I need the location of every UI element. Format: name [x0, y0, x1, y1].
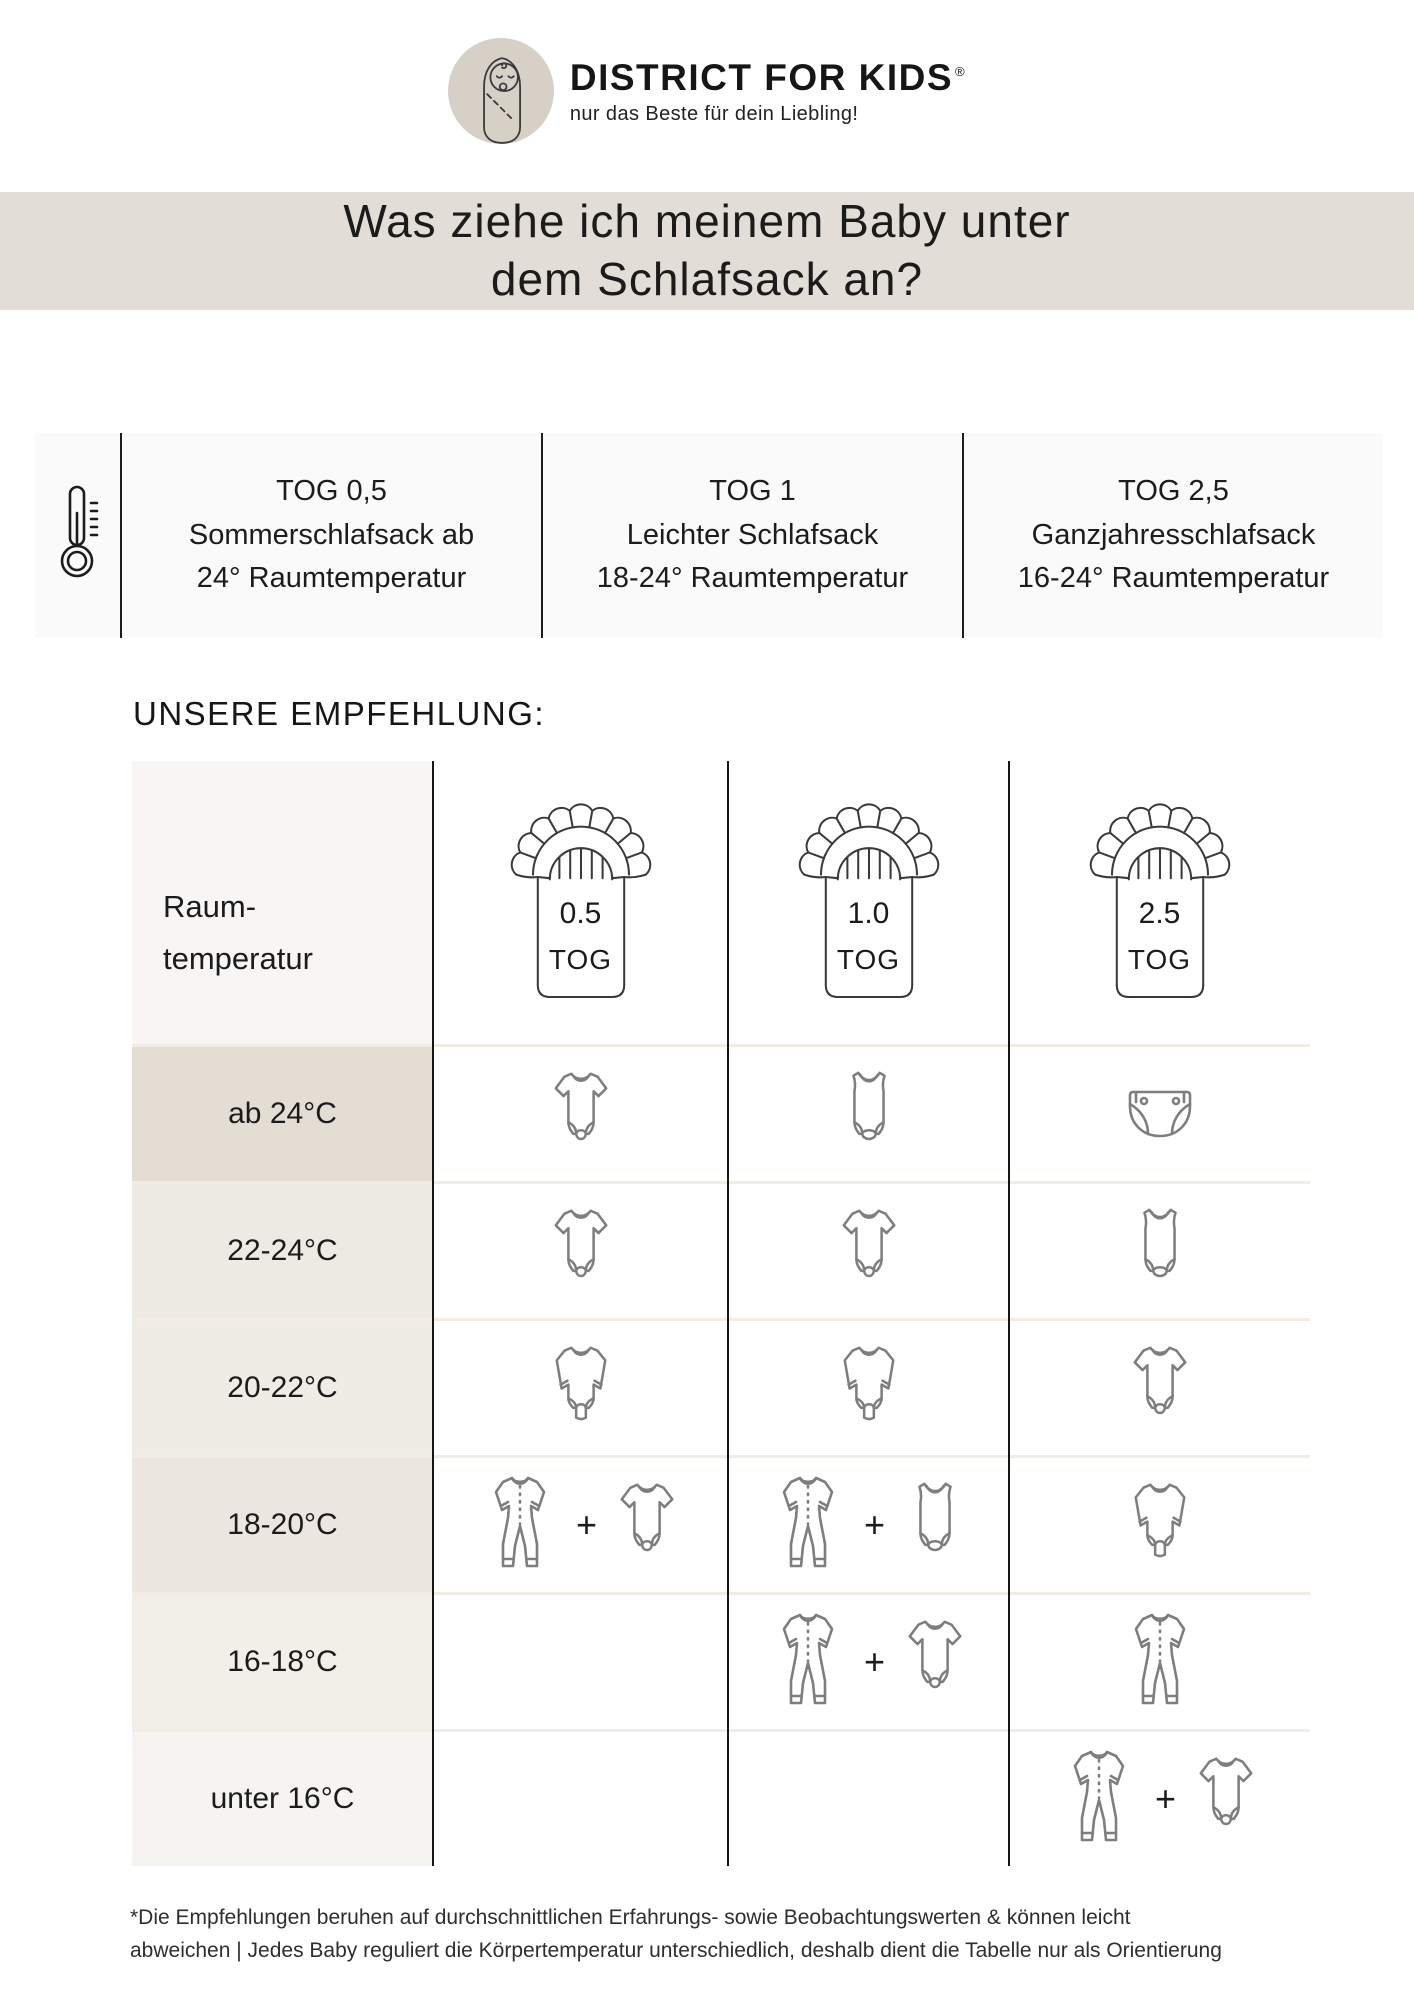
clothing-cell-tog-1-0: [728, 1321, 1009, 1455]
table-row: [132, 1592, 1310, 1729]
brand-name: DISTRICT FOR KIDS ®: [569, 56, 967, 98]
bodysuit-short-icon: [542, 1203, 620, 1300]
plus-sign: +: [1154, 1778, 1177, 1819]
tog-card-title: TOG 0,5: [276, 475, 387, 508]
bodysuit-short-icon: [608, 1477, 686, 1574]
bodysuit-long-icon: [830, 1340, 908, 1437]
clothing-cell-tog-2-5: [1009, 1458, 1310, 1592]
registered-mark: ®: [955, 64, 967, 80]
clothing-cell-tog-1-0: [728, 1184, 1009, 1318]
table-row: [132, 1455, 1310, 1592]
recommendation-table: [132, 761, 1310, 1866]
tog-value: 1.0: [847, 897, 890, 930]
thermometer-block: [35, 433, 120, 638]
clothing-cell-tog-0-5: [433, 1321, 728, 1455]
temperature-label: ab 24°C: [132, 1047, 433, 1181]
clothing-cell-tog-0-5: [433, 1732, 728, 1866]
sleeping-bag-block: [496, 769, 666, 1009]
temperature-label: 22-24°C: [132, 1184, 433, 1318]
tog-unit-label: TOG: [548, 944, 613, 975]
brand-header: [0, 0, 1414, 148]
bodysuit-short-icon: [830, 1203, 908, 1300]
plus-sign: +: [575, 1504, 598, 1545]
sleepsuit-icon: [1115, 1607, 1205, 1717]
column-divider: [432, 761, 434, 1866]
tog-card-title: TOG 1: [709, 475, 796, 508]
sleepsuit-icon: [475, 1470, 565, 1580]
clothing-cell-tog-1-0: [728, 1047, 1009, 1181]
bodysuit-short-icon: [896, 1614, 974, 1711]
row-header-cell: Raum- temperatur: [132, 761, 433, 1044]
tog-unit-label: TOG: [836, 944, 901, 975]
plus-sign: +: [863, 1504, 886, 1545]
page-title: Was ziehe ich meinem Baby unter dem Schlafsack an?: [343, 195, 1071, 305]
clothing-cell-tog-0-5: [433, 1047, 728, 1181]
tog-value-block: [1075, 897, 1245, 976]
tog-card-line1: Sommerschlafsack ab: [188, 518, 475, 551]
tog-unit-label: TOG: [1127, 944, 1192, 975]
plus-sign: +: [863, 1641, 886, 1682]
tog-info-section: [35, 433, 1383, 638]
temperature-label: 16-18°C: [132, 1595, 433, 1729]
clothing-cell-tog-2-5: [1009, 1321, 1310, 1455]
table-row: [132, 1044, 1310, 1181]
clothing-cell-tog-1-0: [728, 1732, 1009, 1866]
clothing-cell-tog-0-5: [433, 1595, 728, 1729]
bodysuit-sleeveless-icon: [830, 1066, 908, 1163]
sleepsuit-icon: [763, 1470, 853, 1580]
tog-value: 0.5: [559, 897, 602, 930]
tog-card-line2: 24° Raumtemperatur: [196, 562, 467, 595]
bodysuit-long-icon: [1121, 1477, 1199, 1574]
clothing-cell-tog-0-5: [433, 1184, 728, 1318]
tog-card-line1: Leichter Schlafsack: [626, 518, 879, 551]
bodysuit-sleeveless-icon: [1121, 1203, 1199, 1300]
tog-card-1: [541, 433, 962, 638]
thermometer-icon: [56, 480, 100, 592]
brand-baby-logo-icon: [448, 38, 554, 144]
clothing-cell-tog-2-5: [1009, 1184, 1310, 1318]
bodysuit-long-icon: [542, 1340, 620, 1437]
column-divider: [727, 761, 729, 1866]
clothing-cell-tog-0-5: [433, 1458, 728, 1592]
disclaimer-text: *Die Empfehlungen beruhen auf durchschnittlichen Erfahrungs- sowie Beobachtungswerten & können leicht abweichen | Jedes Baby reguliert die Körpertemperatur unterschiedlich, deshalb dient die Tabelle nur als Orientierung: [130, 1906, 1222, 1962]
diaper-icon: [1120, 1084, 1200, 1144]
table-row: [132, 1318, 1310, 1455]
sleepsuit-icon: [1054, 1744, 1144, 1854]
tog-card-line2: 18-24° Raumtemperatur: [596, 562, 909, 595]
sleepsuit-icon: [763, 1607, 853, 1717]
tog-column-header: [433, 761, 728, 1044]
sleeping-bag-block: [784, 769, 954, 1009]
title-banner: [0, 192, 1414, 310]
bodysuit-short-icon: [1187, 1751, 1265, 1848]
sleeping-bag-block: [1075, 769, 1245, 1009]
tog-card-line1: Ganzjahresschlafsack: [1031, 518, 1316, 551]
tog-value-block: [496, 897, 666, 976]
clothing-cell-tog-1-0: [728, 1595, 1009, 1729]
clothing-cell-tog-2-5: [1009, 1732, 1310, 1866]
tog-value: 2.5: [1138, 897, 1181, 930]
bodysuit-sleeveless-icon: [896, 1477, 974, 1574]
tog-column-header: [728, 761, 1009, 1044]
recommendation-heading: UNSERE EMPFEHLUNG:: [133, 695, 546, 732]
tog-card-0-5: [120, 433, 541, 638]
table-row: [132, 1181, 1310, 1318]
column-divider: [1008, 761, 1010, 1866]
clothing-cell-tog-2-5: [1009, 1595, 1310, 1729]
tog-card-title: TOG 2,5: [1118, 475, 1229, 508]
temperature-label: unter 16°C: [132, 1732, 433, 1866]
tog-value-block: [784, 897, 954, 976]
table-rows: [132, 1044, 1310, 1866]
brand-tagline: nur das Beste für dein Liebling!: [569, 102, 859, 125]
tog-column-header: [1009, 761, 1310, 1044]
bodysuit-short-icon: [542, 1066, 620, 1163]
table-header-row: [132, 761, 1310, 1044]
bodysuit-short-icon: [1121, 1340, 1199, 1437]
table-row: [132, 1729, 1310, 1866]
tog-card-2-5: [962, 433, 1383, 638]
tog-card-line2: 16-24° Raumtemperatur: [1017, 562, 1330, 595]
clothing-cell-tog-2-5: [1009, 1047, 1310, 1181]
temperature-label: 20-22°C: [132, 1321, 433, 1455]
temperature-label: 18-20°C: [132, 1458, 433, 1592]
clothing-cell-tog-1-0: [728, 1458, 1009, 1592]
brand-text-block: [570, 57, 966, 126]
